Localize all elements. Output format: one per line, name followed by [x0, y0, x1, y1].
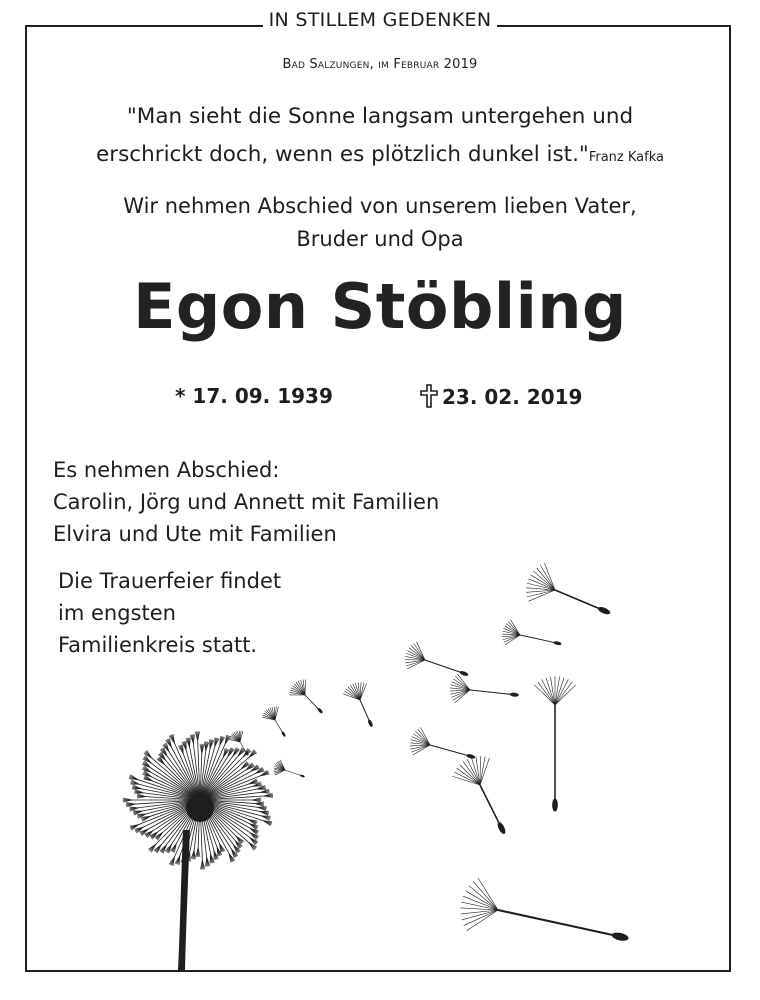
service-notice: Die Trauerfeier findet im engsten Familienkreis statt.	[58, 569, 282, 657]
seed-icon	[461, 878, 630, 942]
seed-icon	[343, 682, 373, 727]
seed-icon	[526, 563, 611, 615]
dandelion-head	[123, 732, 273, 870]
birth-date: * 17. 09. 1939	[175, 384, 333, 408]
mourners-heading: Es nehmen Abschied:	[53, 458, 280, 482]
dandelion-stem	[178, 830, 190, 970]
seed-icon	[410, 728, 475, 760]
seed-icon	[450, 674, 519, 702]
seed-icon	[274, 760, 305, 778]
quote-author: Franz Kafka	[588, 150, 664, 165]
seed-icon	[290, 680, 324, 715]
quote-line-1: "Man sieht die Sonne langsam untergehen und	[126, 104, 634, 129]
quote-line-2: erschrickt doch, wenn es plötzlich dunkel ist."Franz Kafka	[96, 142, 664, 167]
seed-icon	[262, 707, 286, 738]
death-date: 23. 02. 2019	[420, 384, 582, 409]
mourners-line-1: Carolin, Jörg und Annett mit Familien	[53, 490, 440, 514]
seed-icon	[534, 676, 575, 811]
mourners-line-2: Elvira und Ute mit Familien	[53, 522, 337, 546]
deceased-name: Egon Stöbling	[133, 270, 627, 343]
flying-seeds	[229, 563, 629, 942]
header-title: IN STILLEM GEDENKEN	[0, 9, 760, 31]
farewell-text: Wir nehmen Abschied von unserem lieben Vater, Bruder und Opa	[123, 194, 637, 251]
seed-icon	[405, 642, 469, 677]
place-date: Bad Salzungen, im Februar 2019	[282, 57, 478, 72]
seed-icon	[502, 620, 561, 646]
seed-icon	[453, 756, 507, 835]
